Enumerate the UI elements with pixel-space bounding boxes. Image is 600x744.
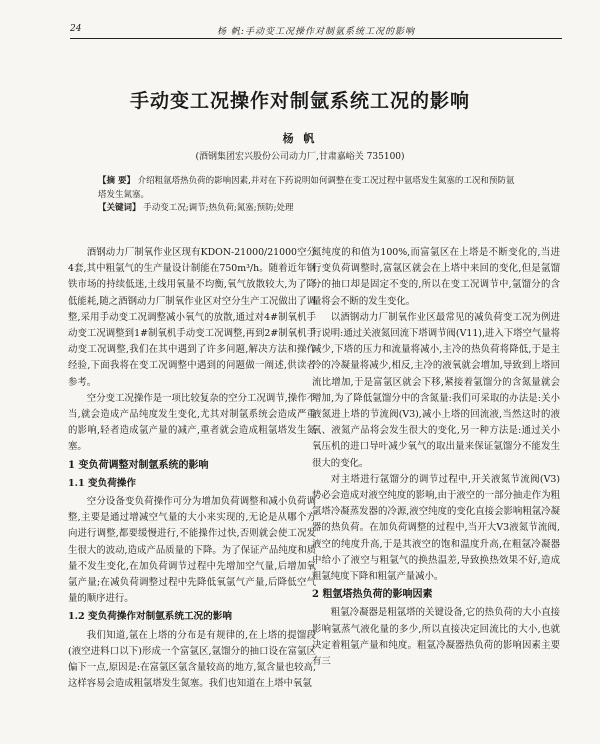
paragraph: 空分变工况操作是一项比较复杂的空分工况调节,操作不当,就会造成产品纯度发生变化,尤其对制氩系统会造成严重的影响,轻者造成氩产量的减产,重者就会造成粗氩塔发生氮塞。 <box>68 392 316 453</box>
paragraph: 氮纯度的和值为100%,而富氩区在上塔是不断变化的,当进行变负荷调整时,富氩区就会在上塔中来回的变化,但是氩馏分的抽口却是固定不变的,所以在变工况调节中,氩馏分的含量将会不断的发生变化。 <box>312 247 560 307</box>
page-number: 24 <box>70 24 82 34</box>
keywords-label: 【关键词】 <box>98 203 141 213</box>
right-column <box>312 245 560 670</box>
paragraph: 对主塔进行氩馏分的调节过程中,开关液氮节流阀(V3)势必会造成对液空纯度的影响,由于液空的一部分抽走作为粗氩塔冷凝蒸发器的冷源,液空纯度的变化直接会影响粗氩冷凝器的热负荷。在加负荷调整的过程中,当开大V3液氮节流阀,液空的纯度升高,于是其液空的饱和温度升高,在粗氩冷凝器中给小了液空与粗氩气的换热温差,导致换热效果不好,造成粗氩纯度下降和粗氩产量减小。 <box>312 473 560 583</box>
section-heading-2: 2 粗氩塔热负荷的影响因素 <box>312 589 433 601</box>
left-column <box>68 245 316 692</box>
paragraph: 以酒钢动力厂制氧作业区最常见的减负荷变工况为例进行说明:通过关液氮回流下塔调节阀(V11),进入下塔空气量将减少,下塔的压力和流量将减小,主冷的热负荷将降低,于是主冷的冷凝量将减少,相反,主冷的液氧就会增加,导致到上塔回流比增加,于是富氩区就会下移,紧接着氩馏分的含氮量就会增加,为了降低氩馏分中的含氮量:我们可采取的办法是:关小液氮进上塔的节流阀(V3),减小上塔的回流液,当然这时的液氧、液氮产品将会发生很大的变化,另一种方法是:通过关小氧压机的进口导叶减少氧气的取出量来保证氩馏分不能发生很大的变化。 <box>312 311 560 469</box>
keywords-text: 手动变工况;调节;热负荷;氮塞;预防;处理 <box>143 203 294 213</box>
abstract-label: 【摘 要】 <box>98 176 135 186</box>
subsection-heading-1-2: 1.2 变负荷操作对制氩系统工况的影响 <box>68 611 232 623</box>
article-title: 手动变工况操作对制氩系统工况的影响 <box>129 90 470 112</box>
abstract-text: 介绍粗氩塔热负荷的影响因素,并对在下药说明如何调整在变工况过程中氩塔发生氮塞的工况和预防氩塔发生氮塞。 <box>98 176 515 200</box>
paragraph: 酒钢动力厂制氧作业区现有KDON-21000/21000空分4套,其中粗氩气的生产量设计制能在750m³/h。随着近年钢铁市场的持续低迷,土线用氧量不均衡,氧气放散较大,为了降低能耗,随之酒钢动力厂制氧作业区对空分生产工况做出了调整,采用手动变工况调整减小氧气的放散,通过对4#制氧机手动变工况调整到1#制氧机手动变工况调整,再到2#制氧机手动变工况调整,我们在其中遇到了许多问题,解决方法和操作经验,下面我将在变工况调整中遇到的问题做一阐述,供读者参考。 <box>68 247 316 388</box>
running-title: 杨 帆:手动变工况操作对制氩系统工况的影响 <box>217 27 415 37</box>
paragraph: 粗氩冷凝器是粗氩塔的关键设备,它的热负荷的大小直接影响氩蒸气液化量的多少,所以直接决定回流比的大小,也就决定着粗氩产量和纯度。粗氩冷凝器热负荷的影响因素主要有三 <box>312 607 560 668</box>
abstract <box>98 175 520 202</box>
paragraph: 我们知道,氩在上塔的分布是有规律的,在上塔的提馏段(液空进料口以下)形成一个富氩区,氩馏分的抽口设在富氩区偏下一点,原因是:在富氩区氩含量较高的地方,氮含量也较高,这样容易会造成粗氩塔发生氮塞。我们也知道在上塔中氧氩 <box>68 629 316 690</box>
abstract-block <box>98 175 520 216</box>
affiliation: (酒钢集团宏兴股份公司动力厂,甘肃嘉峪关 735100) <box>195 152 405 162</box>
subsection-heading-1-1: 1.1 变负荷操作 <box>68 477 136 489</box>
running-header <box>70 24 562 39</box>
paragraph: 空分设备变负荷操作可分为增加负荷调整和减小负荷调整,主要是通过增减空气量的大小来实现的,无论是从哪个方向进行调整,都要缓慢进行,不能操作过快,否则就会使工况发生很大的波动,造成产品质量的下降。为了保证产品纯度和质量不发生变化,在加负荷调节过程中先增加空气量,后增加氧氩产量;在减负荷调整过程中先降低氧氩气产量,后降低空气量的顺序进行。 <box>68 496 316 605</box>
section-heading-1: 1 变负荷调整对制氩系统的影响 <box>68 459 209 471</box>
keywords <box>98 202 520 216</box>
author: 杨 帆 <box>282 132 318 145</box>
